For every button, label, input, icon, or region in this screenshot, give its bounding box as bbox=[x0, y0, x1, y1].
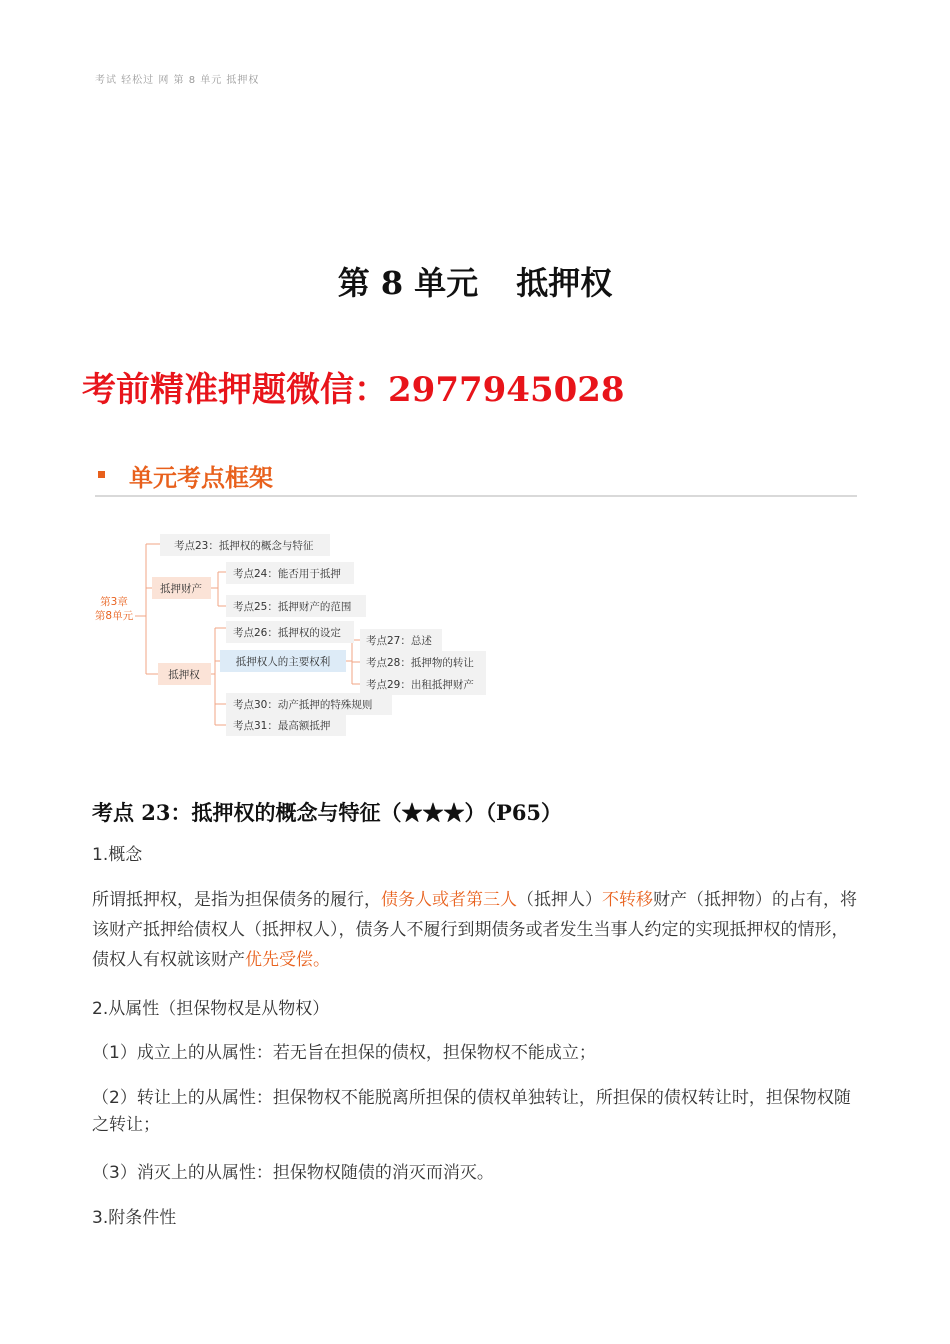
svg-text:考点29：出租抵押财产: 考点29：出租抵押财产 bbox=[366, 679, 474, 691]
mindmap-node-23 bbox=[160, 534, 330, 556]
svg-text:考点23：抵押权的概念与特征: 考点23：抵押权的概念与特征 bbox=[174, 540, 314, 552]
svg-text:抵押财产: 抵押财产 bbox=[160, 583, 202, 595]
header-strip: 考试 轻松过 网 第 8 单元 抵押权 bbox=[95, 75, 260, 86]
highlight-debtor: 债务人或者第三人 bbox=[381, 890, 517, 910]
list-item-1: （1）成立上的从属性：若无旨在担保的债权，担保物权不能成立； bbox=[92, 1043, 596, 1063]
mindmap-branch-property bbox=[152, 577, 211, 599]
unit-topic: 抵押权 bbox=[516, 264, 613, 302]
list-item-2: （2）转让上的从属性：担保物权不能脱离所担保的债权单独转让，所担保的债权转让时，担保物权随之转让； bbox=[92, 1088, 851, 1136]
mindmap-node-30 bbox=[226, 693, 392, 715]
mindmap-node-24 bbox=[226, 562, 354, 584]
svg-text:考点25：抵押财产的范围: 考点25：抵押财产的范围 bbox=[233, 601, 352, 613]
list-item-3: （3）消灭上的从属性：担保物权随债的消灭而消灭。 bbox=[92, 1163, 494, 1183]
svg-text:考点31：最高额抵押: 考点31：最高额抵押 bbox=[233, 720, 331, 732]
svg-text:抵押权: 抵押权 bbox=[168, 669, 200, 681]
mindmap-root-sub: 第8单元 bbox=[94, 610, 134, 622]
mindmap-node-28 bbox=[360, 651, 486, 673]
mindmap bbox=[88, 528, 498, 743]
mindmap-node-31 bbox=[226, 714, 346, 736]
svg-text:考点24：能否用于抵押: 考点24：能否用于抵押 bbox=[233, 568, 341, 580]
heading-conditional: 3.附条件性 bbox=[92, 1208, 177, 1228]
square-bullet-icon bbox=[98, 471, 105, 478]
section-header bbox=[95, 455, 857, 497]
svg-text:考点30：动产抵押的特殊规则: 考点30：动产抵押的特殊规则 bbox=[233, 699, 373, 711]
svg-text:考点27：总述: 考点27：总述 bbox=[366, 635, 432, 647]
section-label: 单元考点框架 bbox=[129, 463, 273, 492]
unit-title bbox=[0, 258, 950, 304]
heading-accessory: 2.从属性（担保物权是从物权） bbox=[92, 999, 330, 1019]
mindmap-root: 第3章 bbox=[100, 596, 128, 608]
svg-text:抵押权人的主要权利: 抵押权人的主要权利 bbox=[235, 656, 331, 668]
unit-number: 第 8 单元 bbox=[337, 264, 479, 302]
mindmap-node-25 bbox=[226, 595, 366, 617]
point-title: 考点 23：抵押权的概念与特征（★★★）（P65） bbox=[92, 800, 563, 825]
highlight-no-transfer: 不转移 bbox=[602, 890, 653, 910]
mindmap-branch-mortgage bbox=[158, 663, 211, 685]
heading-concept: 1.概念 bbox=[92, 845, 143, 865]
highlight-priority: 优先受偿。 bbox=[245, 949, 330, 970]
concept-paragraph: 所谓抵押权，是指为担保债务的履行，债务人或者第三人（抵押人）不转移财产（抵押物）的占有，将该财产抵押给债权人（抵押权人），债务人不履行到期债务或者发生当事人约定的实现抵押权的情形，债权人有权就该财产优先受偿。 bbox=[92, 890, 857, 970]
svg-text:考点26：抵押权的设定: 考点26：抵押权的设定 bbox=[233, 627, 341, 639]
svg-text:考点28：抵押物的转让: 考点28：抵押物的转让 bbox=[366, 657, 474, 669]
wechat-banner: 考前精准押题微信：2977945028 bbox=[82, 370, 625, 410]
mindmap-node-27 bbox=[360, 629, 442, 651]
mindmap-node-29 bbox=[360, 673, 486, 695]
mindmap-node-rights bbox=[220, 650, 346, 672]
mindmap-node-26 bbox=[226, 621, 354, 643]
